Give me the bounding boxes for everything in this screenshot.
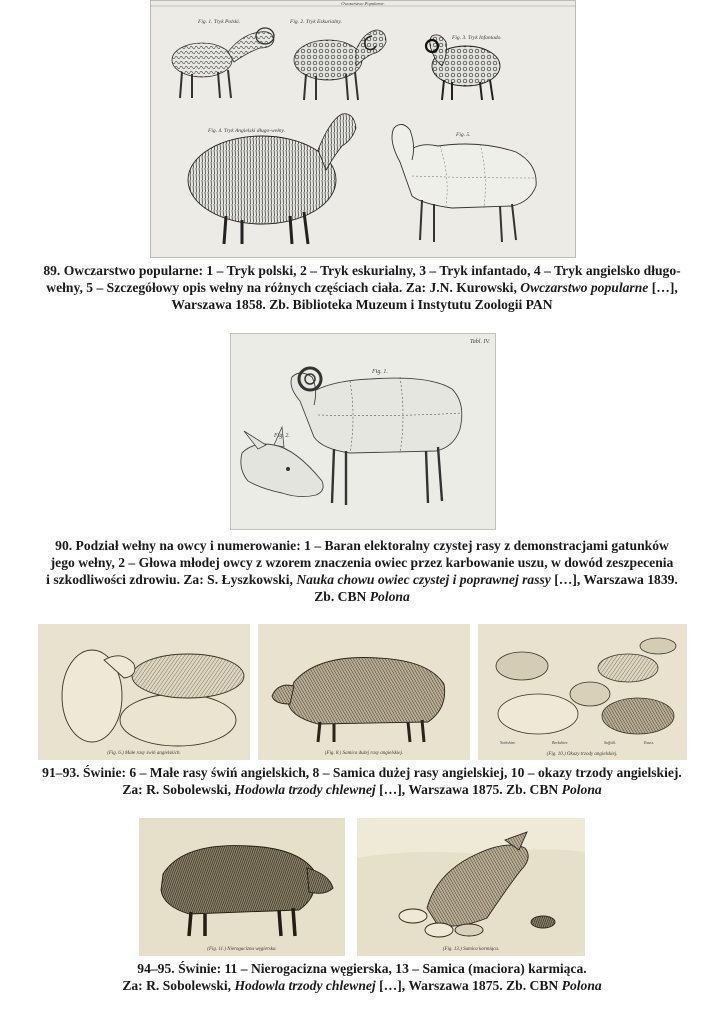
- fig-8-caption: (Fig. 8.) Samica dużej rasy angielskiej.: [324, 751, 404, 756]
- caption-89-line1: 89. Owczarstwo popularne: 1 – Tryk polski, 2 – Tryk eskurialny, 3 – Tryk infantado, 4 – Tryk angielsko długo-: [43, 263, 681, 278]
- caption-90-line1: 90. Podział wełny na owcy i numerowanie: 1 – Baran elektoralny czystej rasy z demonstracjami gatunków: [55, 538, 669, 553]
- caption-94-line2: Za: R. Sobolewski, Hodowla trzody chlewnej […], Warszawa 1875. Zb. CBN Polona: [122, 978, 602, 993]
- plate-93-herd: [478, 624, 687, 760]
- fig-10-caption: (Fig. 10.) Okazy trzody angielskiej.: [546, 752, 618, 757]
- caption-90-line3: i szkodliwości zdrowiu. Za: S. Łyszkowski, Nauka chowu owiec czystej i poprawnej rassy […], Warszawa 1839.: [46, 572, 678, 587]
- collection-name: Polona: [561, 978, 602, 993]
- caption-94-line1: 94–95. Świnie: 11 – Nierogacizna węgierska, 13 – Samica (maciora) karmiąca.: [137, 961, 587, 976]
- book-title: Hodowla trzody chlewnej: [234, 782, 376, 797]
- caption-94-95: [0, 960, 724, 994]
- book-title: Owczarstwo popularne: [520, 280, 649, 295]
- caption-89-line2: wełny, 5 – Szczegółowy opis wełny na różnych częściach ciała. Za: J.N. Kurowski, Owczarstwo popularne […],: [46, 280, 678, 295]
- breed-label-berkshire: Berkshire.: [552, 740, 569, 745]
- collection-name: Polona: [369, 589, 410, 604]
- plate-90-engraving: [230, 333, 496, 530]
- caption-89: [0, 262, 724, 313]
- caption-90-line2: jego wełny, 2 – Głowa młodej owcy z wzorem znaczenia owiec przez karbowanie uszu, w dowód zeszpecenia: [50, 555, 674, 570]
- fig-4-label: Fig. 4. Tryk Angielski długo-wełny.: [208, 128, 286, 134]
- breed-label-yorkshire: Yorkshire.: [500, 740, 517, 745]
- fig-11-caption: (Fig. 11.) Nierogacizna węgierska.: [207, 947, 277, 952]
- fig-2-label: Fig. 2. Tryk Eskurialny.: [290, 19, 342, 25]
- book-title: Hodowla trzody chlewnej: [234, 978, 376, 993]
- fig-6-caption: (Fig. 6.) Małe rasy świń angielskich.: [107, 751, 181, 756]
- plate-90-ram: [230, 333, 496, 530]
- tab-label: Tabl. IV.: [470, 339, 490, 345]
- caption-90: [0, 537, 724, 605]
- fig-13-caption: (Fig. 13.) Samica karmiąca.: [442, 947, 500, 952]
- caption-91-line1: 91–93. Świnie: 6 – Małe rasy świń angielskich, 8 – Samica dużej rasy angielskiej, 10 – okazy trzody angielskiej.: [42, 765, 682, 780]
- fig-1-label-90: Fig. 1.: [372, 369, 388, 375]
- breed-label-essex: Essex.: [644, 740, 655, 745]
- breed-label-suffolk: Suffolk.: [604, 740, 617, 745]
- fig-3-label: Fig. 3. Tryk Infantado.: [452, 35, 502, 41]
- plate-89-header: Owczarstwo Popularne.: [341, 1, 385, 6]
- fig-2-label-90: Fig. 2.: [274, 433, 290, 439]
- plate-94-hungarian-pig: [139, 818, 345, 956]
- caption-91-93: [0, 764, 724, 798]
- plate-95-nursing-sow: [357, 818, 585, 956]
- plate-92-sow: [258, 624, 470, 760]
- fig-1-label: Fig. 1. Tryk Polski.: [198, 19, 241, 25]
- collection-name: Polona: [561, 782, 602, 797]
- fig-5-label: Fig. 5.: [456, 132, 471, 138]
- book-title: Nauka chowu owiec czystej i poprawnej rassy: [296, 572, 551, 587]
- plate-91-pigs: [38, 624, 250, 760]
- plate-89-sheep: [150, 0, 576, 258]
- caption-89-line3: Warszawa 1858. Zb. Biblioteka Muzeum i Instytutu Zoologii PAN: [171, 297, 553, 312]
- caption-91-line2: Za: R. Sobolewski, Hodowla trzody chlewnej […], Warszawa 1875. Zb. CBN Polona: [122, 782, 602, 797]
- plate-89-engraving: [150, 0, 576, 258]
- caption-90-line4: Zb. CBN Polona: [314, 589, 410, 604]
